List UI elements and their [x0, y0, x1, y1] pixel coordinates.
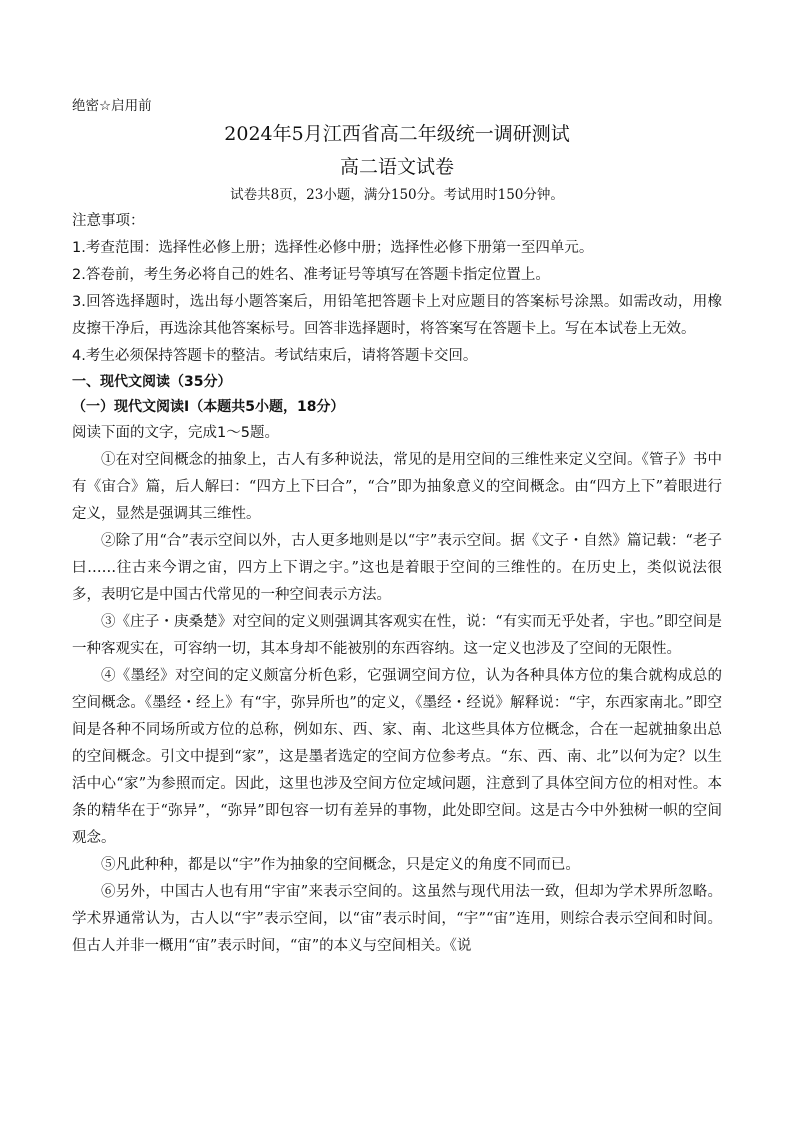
- section-heading: 一、现代文阅读（35分）: [72, 374, 232, 390]
- notice-block: [72, 208, 722, 370]
- paper-title: 高二语文试卷: [339, 156, 454, 178]
- notice-item: 1.考查范围：选择性必修上册；选择性必修中册；选择性必修下册第一至四单元。: [72, 240, 594, 256]
- exam-title: 2024年5月江西省高二年级统一调研测试: [224, 123, 570, 145]
- passage-paragraph-4: ④《墨经》对空间的定义颇富分析色彩，它强调空间方位，认为各种具体方位的集合就构成总的空间概念。《墨经・经上》有“宇，弥异所也”的定义，《墨经・经说》解释说：“宇，东西家南北。”即空间是各种不同场所或方位的总称，例如东、西、家、南、北这些具体方位概念，合在一起就抽象出总的空间概念。引文中提到“家”，这是墨者选定的空间方位参考点。“东、西、南、北”以何为定？以生活中心“家”为参照而定。因此，这里也涉及空间方位定域问题，注意到了具体空间方位的相对性。本条的精华在于“弥异”，“弥异”即包容一切有差异的事物，此处即空间。这是古今中外独树一帜的空间观念。: [72, 668, 722, 846]
- passage-paragraph-2: ②除了用“合”表示空间以外，古人更多地则是以“宇”表示空间。据《文子・自然》篇记载：“老子曰……往古来今谓之宙，四方上下谓之宇。”这也是着眼于空间的三维性的。在历史上，类似说法很多，表明它是中国古代常见的一种空间表示方法。: [72, 533, 722, 603]
- notice-heading: 注意事项：: [72, 213, 145, 229]
- passage-paragraph-6: ⑥另外，中国古人也有用“宇宙”来表示空间的。这虽然与现代用法一致，但却为学术界所忽略。学术界通常认为，古人以“宇”表示空间，以“宙”表示时间，“宇”“宙”连用，则综合表示空间和时间。但古人并非一概用“宙”表示时间，“宙”的本义与空间相关。《说: [72, 884, 722, 954]
- reading-section: [72, 370, 722, 960]
- exam-page: [72, 96, 722, 960]
- confidential-label: 绝密☆启用前: [72, 98, 152, 114]
- passage-paragraph-5: ⑤凡此种种，都是以“宇”作为抽象的空间概念，只是定义的角度不同而已。: [101, 857, 580, 873]
- notice-item: 2.答卷前，考生务必将自己的姓名、准考证号等填写在答题卡指定位置上。: [72, 267, 550, 283]
- subsection-heading: （一）现代文阅读Ⅰ（本题共5小题，18分）: [72, 399, 345, 415]
- passage-paragraph-1: ①在对空间概念的抽象上，古人有多种说法，常见的是用空间的三维性来定义空间。《管子》书中有《宙合》篇，后人解曰：“四方上下曰合”，“合”即为抽象意义的空间概念。由“四方上下”着眼进行定义，显然是强调其三维性。: [72, 452, 722, 522]
- passage-paragraph-3: ③《庄子・庚桑楚》对空间的定义则强调其客观实在性，说：“有实而无乎处者，宇也。”即空间是一种客观实在，可容纳一切，其本身却不能被别的东西容纳。这一定义也涉及了空间的无限性。: [72, 614, 722, 657]
- paper-meta: 试卷共8页，23小题，满分150分。考试用时150分钟。: [230, 187, 564, 203]
- notice-item: 3.回答选择题时，选出每小题答案后，用铅笔把答题卡上对应题目的答案标号涂黑。如需改动，用橡皮擦干净后，再选涂其他答案标号。回答非选择题时，将答案写在答题卡上。写在本试卷上无效。: [72, 294, 722, 337]
- reading-instruction: 阅读下面的文字，完成1～5题。: [72, 425, 279, 441]
- notice-item: 4.考生必须保持答题卡的整洁。考试结束后，请将答题卡交回。: [72, 348, 478, 364]
